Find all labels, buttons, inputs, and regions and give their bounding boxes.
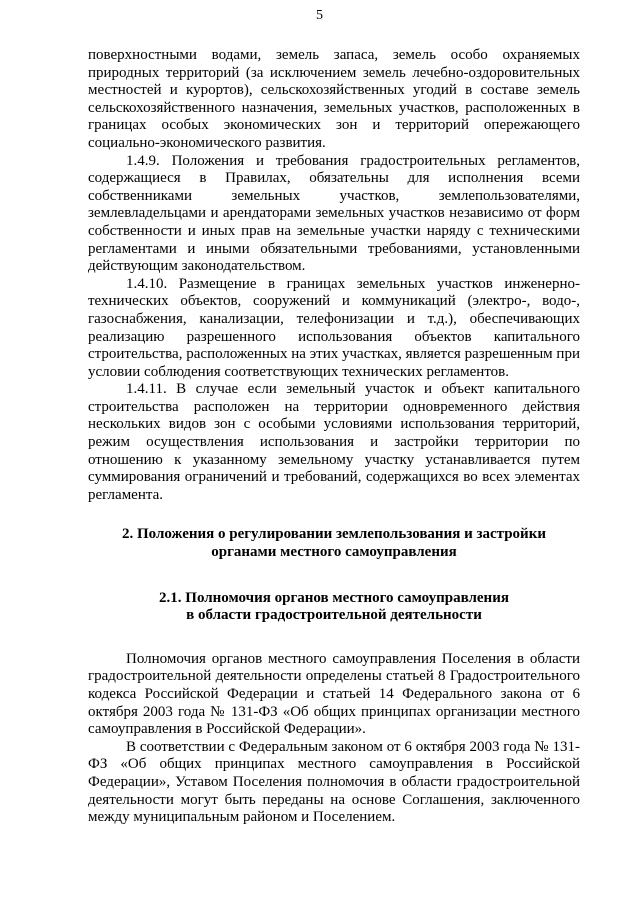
paragraph-1-4-11: 1.4.11. В случае если земельный участок и объект капитального строительства расположен на территории одновременного действия нескольких видов зон с особыми условиями использования территорий, режим осуществления использования и застройки территории по отношению к указанному земельному участку устанавливается путем суммирования ограничений и требований, содержащихся во всех элементах регламента. xyxy=(88,381,580,503)
section-2-1-heading-line-1: 2.1. Полномочия органов местного самоуправления xyxy=(159,589,509,606)
section-2-heading xyxy=(88,526,580,561)
page-number: 5 xyxy=(316,8,323,23)
section-2-heading-line-2: органами местного самоуправления xyxy=(211,544,457,561)
document-body xyxy=(88,47,580,827)
paragraph-continuation: поверхностными водами, земель запаса, земель особо охраняемых природных территорий (за исключением земель лечебно-оздоровительных местностей и курортов), сельскохозяйственных угодий в составе земель сельскохозяйственного назначения, земельных участков, расположенных в границах особых экономических зон и территорий опережающего социально-экономического развития. xyxy=(88,47,580,151)
paragraph-powers: Полномочия органов местного самоуправления Поселения в области градостроительной деятельности определены статьей 8 Градостроительного кодекса Российской Федерации и статьей 14 Федерального закона от 6 октября 2003 года № 131-ФЗ «Об общих принципах организации местного самоуправления в Российской Федерации». xyxy=(88,650,580,738)
section-2-1-heading xyxy=(88,590,580,625)
section-2-heading-line-1: 2. Положения о регулировании землепользования и застройки xyxy=(122,526,546,543)
paragraph-delegation: В соответствии с Федеральным законом от 6 октября 2003 года № 131-ФЗ «Об общих принципах местного самоуправления в Российской Федерации», Уставом Поселения полномочия в области градостроительной деятельности могут быть переданы на основе Соглашения, заключенного между муниципальным районом и Поселением. xyxy=(88,738,580,826)
paragraph-1-4-10: 1.4.10. Размещение в границах земельных участков инженерно-технических объектов, сооружений и коммуникаций (электро-, водо-, газоснабжения, канализации, телефонизации и т.д.), обеспечивающих реализацию разрешенного использования объектов капитального строительства, расположенных на этих участках, является разрешенным при условии соблюдения соответствующих технических регламентов. xyxy=(88,275,580,380)
section-2-1-heading-line-2: в области градостроительной деятельности xyxy=(186,607,482,624)
paragraph-1-4-9: 1.4.9. Положения и требования градостроительных регламентов, содержащиеся в Правилах, обязательны для исполнения всеми собственниками земельных участков, землепользователями, землевладельцами и арендаторами земельных участков независимо от форм собственности и иных прав на земельные участки наряду с техническими регламентами и иными обязательными требованиями, установленными действующим законодательством. xyxy=(88,152,580,275)
section-2-1-body xyxy=(88,651,580,827)
